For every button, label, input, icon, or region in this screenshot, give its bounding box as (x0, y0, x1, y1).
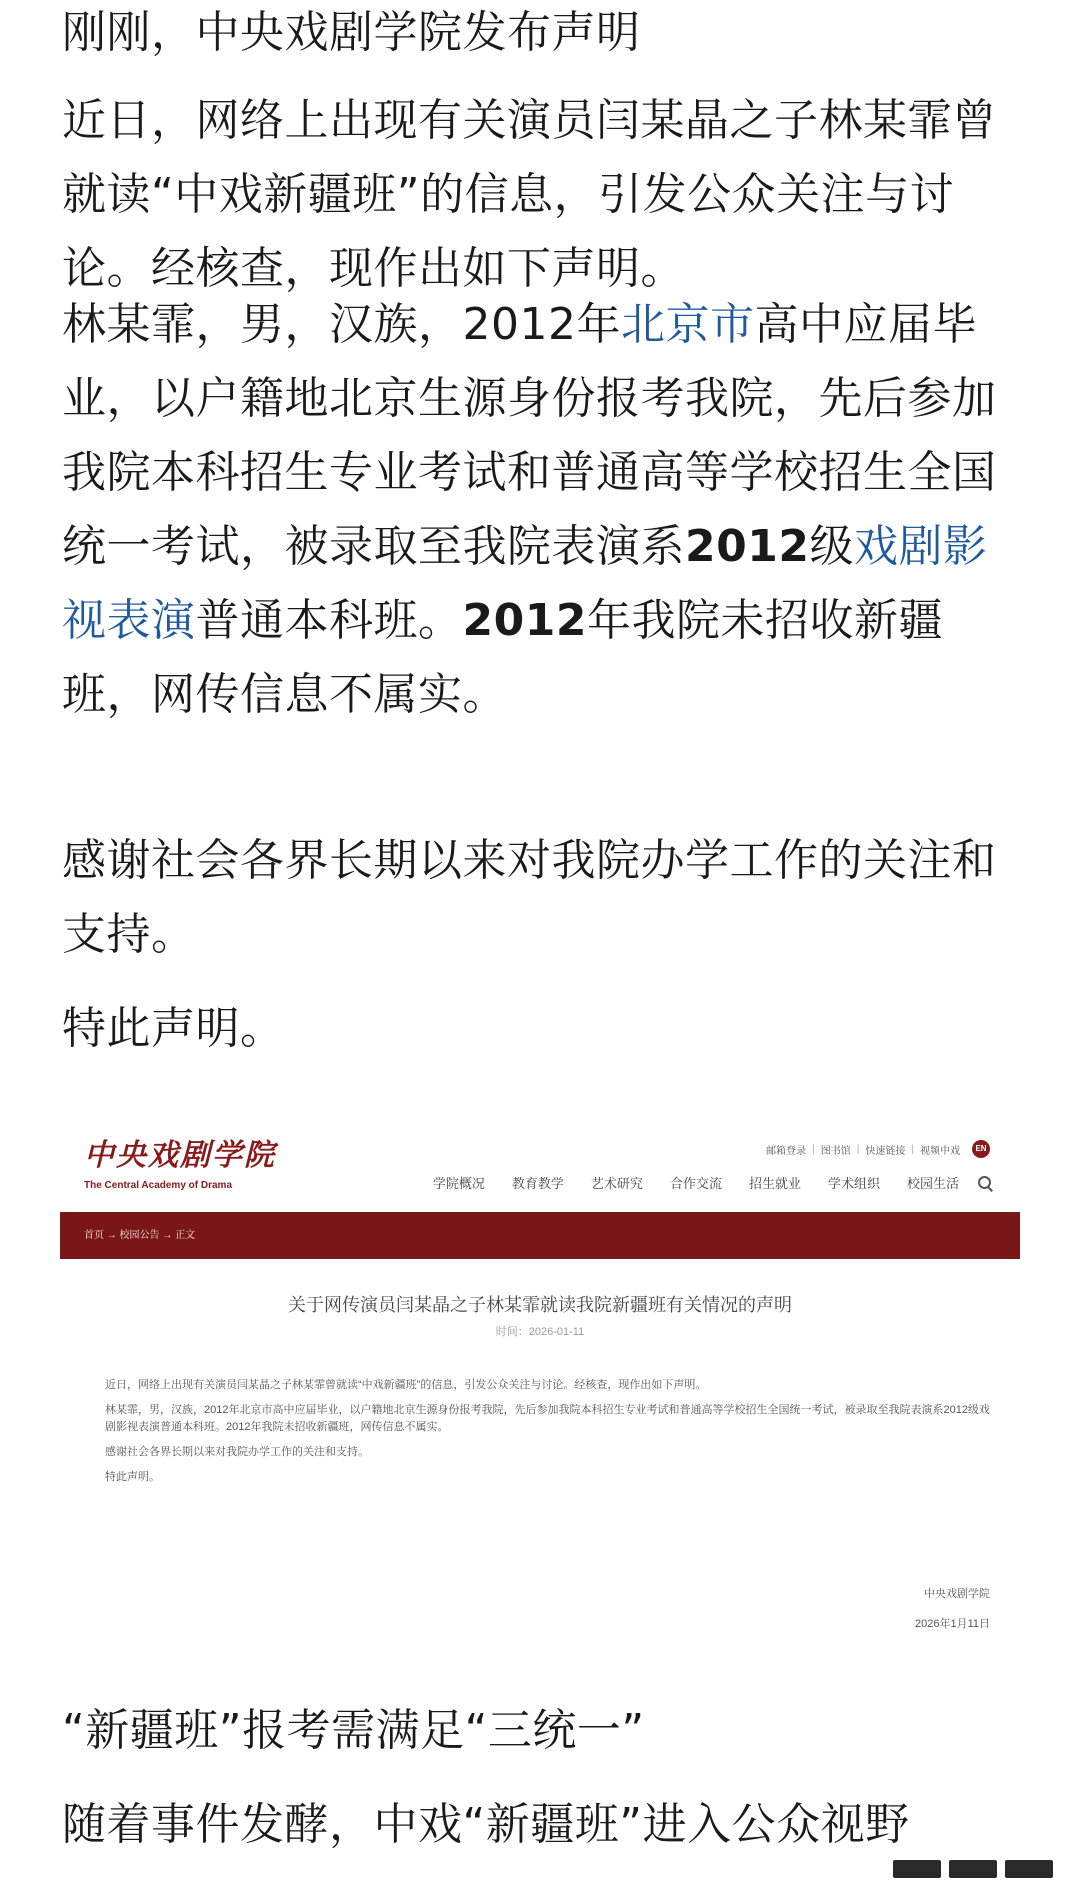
notice-time: 时间：2026-01-11 (495, 1326, 585, 1338)
text-bold: 2012 (462, 595, 587, 646)
paragraph-thanks: 感谢社会各界长期以来对我院办学工作的关注和支持。 (62, 835, 997, 960)
paragraph-followup: 随着事件发酵，中戏“新疆班”进入公众视野 (62, 1799, 910, 1850)
link-beijing[interactable]: 北京市 (620, 299, 755, 350)
top-link-mail[interactable]: 邮箱登录 (766, 1145, 807, 1157)
notice-body (105, 1377, 990, 1494)
language-en-button[interactable]: EN (972, 1140, 990, 1158)
text: 普通本科班。 (195, 595, 463, 646)
top-link-library[interactable]: 图书馆 (820, 1145, 851, 1157)
paragraph-details (62, 288, 1030, 732)
paragraph-intro: 近日，网络上出现有关演员闫某晶之子林某霏曾就读“中戏新疆班”的信息，引发公众关注与讨论。经核查，现作出如下声明。 (62, 95, 997, 294)
nav-item-exchange[interactable]: 合作交流 (669, 1176, 722, 1191)
notice-date: 2026年1月11日 (914, 1618, 990, 1630)
main-nav (433, 1173, 992, 1192)
link-drama-acting[interactable]: 戏剧影视表演 (62, 521, 988, 646)
text: 林某霏，男，汉族，2012年 (62, 299, 621, 350)
nav-item-academic[interactable]: 学术组织 (827, 1176, 880, 1191)
notice-paragraph: 感谢社会各界长期以来对我院办学工作的关注和支持。 (105, 1446, 369, 1458)
text-bold: 2012 (685, 521, 810, 572)
top-link-quick[interactable]: 快速链接 (865, 1145, 906, 1157)
top-link-video[interactable]: 视频中戏 (920, 1145, 960, 1157)
nav-item-overview[interactable]: 学院概况 (432, 1176, 485, 1191)
notice-signature: 中央戏剧学院 (924, 1588, 990, 1600)
top-links (766, 1140, 990, 1158)
watermark-block (893, 1860, 941, 1878)
notice-paragraph: 近日，网络上出现有关演员闫某晶之子林某霏曾就读“中戏新疆班”的信息，引发公众关注与讨论。经核查，现作出如下声明。 (105, 1379, 707, 1391)
site-logo[interactable]: 中央戏剧学院 (84, 1138, 276, 1173)
embedded-screenshot (60, 1105, 1020, 1650)
notice-paragraph: 林某霏，男，汉族，2012年北京市高中应届毕业，以户籍地北京生源身份报考我院，先后参加我院本科招生专业考试和普通高等学校招生全国统一考试，被录取至我院表演系2012级戏剧影视表演普通本科班。2012年我院未招收新疆班，网传信息不属实。 (105, 1404, 990, 1433)
breadcrumb[interactable]: 首页 → 校园公告 → 正文 (60, 1212, 1020, 1259)
watermark-block (949, 1860, 997, 1878)
search-icon[interactable] (978, 1176, 992, 1190)
section-heading: “新疆班”报考需满足“三统一” (62, 1705, 645, 1756)
text: 高中应届毕业，以户籍地北京生源身份报考我院，先后参加我院本科招生专业考试和普通高等学校招生全国统一考试，被录取至我院表演系 (62, 299, 997, 572)
divider: | (812, 1143, 815, 1155)
nav-item-admissions[interactable]: 招生就业 (748, 1176, 801, 1191)
watermark-block (1005, 1860, 1053, 1878)
divider: | (911, 1143, 914, 1155)
watermark-overlay (893, 1860, 1053, 1878)
text: 年我院未招收新疆班，网传信息不属实。 (62, 595, 943, 720)
notice-title: 关于网传演员闫某晶之子林某霏就读我院新疆班有关情况的声明 (288, 1295, 792, 1315)
article-heading: 刚刚，中央戏剧学院发布声明 (62, 7, 641, 58)
divider: | (856, 1143, 860, 1155)
nav-item-campus[interactable]: 校园生活 (906, 1176, 959, 1191)
notice-paragraph: 特此声明。 (105, 1471, 160, 1483)
site-logo-english: The Central Academy of Drama (84, 1180, 233, 1191)
nav-item-research[interactable]: 艺术研究 (590, 1176, 643, 1191)
text: 级 (809, 521, 854, 572)
paragraph-closing: 特此声明。 (62, 1003, 285, 1054)
site-header (60, 1105, 1020, 1212)
nav-item-education[interactable]: 教育教学 (511, 1176, 564, 1191)
